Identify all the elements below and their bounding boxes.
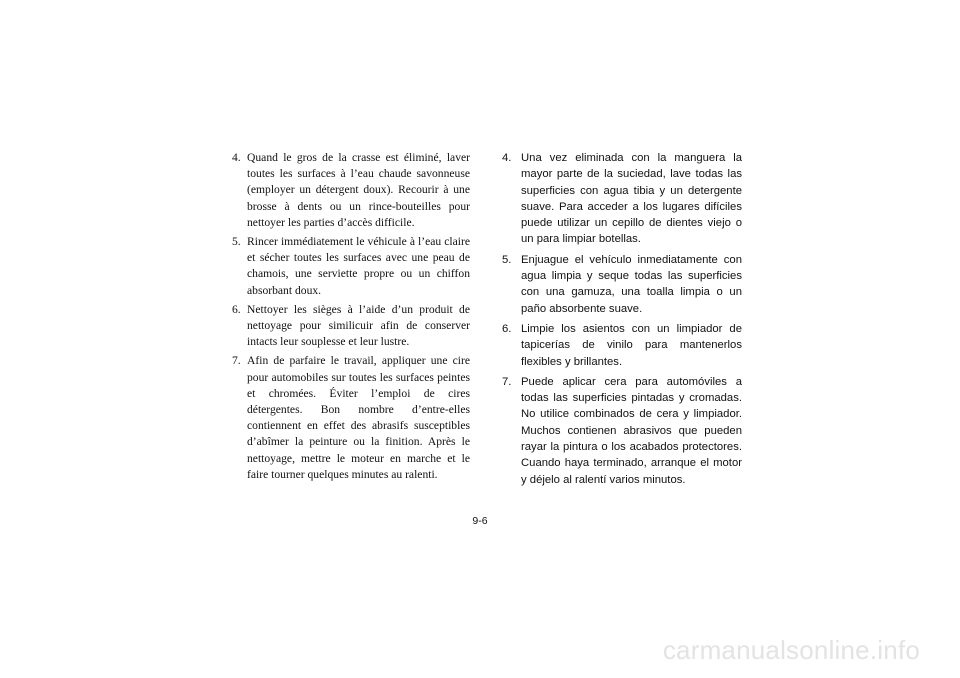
list-item-fr-5 bbox=[232, 234, 470, 299]
item-number: 4. bbox=[232, 151, 241, 164]
item-text: Nettoyer les sièges à l’aide d’un produit de nettoyage pour similicuir afin de conserver intacts leur souplesse et leur lustre. bbox=[247, 302, 470, 349]
item-number: 4. bbox=[502, 152, 512, 164]
list-item-es-6 bbox=[502, 321, 742, 370]
item-text: Afin de parfaire le travail, appliquer une cire pour automobiles sur toutes les surfaces peintes et chromées. Éviter l’emploi de cires détergentes. Bon nombre d’entre-elles contiennent en effet des abrasifs susceptibles d’abîmer la peinture ou la finition. Après le nettoyage, mettre le moteur en marche et le faire tourner quelques minutes au ralenti. bbox=[247, 354, 470, 481]
item-number: 6. bbox=[502, 322, 512, 335]
list-item-fr-6 bbox=[232, 302, 470, 351]
item-text: Quand le gros de la crasse est éliminé, laver toutes les surfaces à l’eau chaude savonneuse (employer un détergent doux). Recourir à une brosse à dents ou un rince-bouteilles pour nettoyer les parties d’accès difficile. bbox=[247, 151, 470, 229]
list-item-es-5 bbox=[502, 252, 742, 317]
list-item-es-4 bbox=[502, 150, 742, 248]
list-item-fr-7 bbox=[232, 353, 470, 483]
item-text: Limpie los asientos con un limpiador de tapicerías de vinilo para mantenerlos flexibles y brillantes. bbox=[521, 322, 742, 368]
list-item-es-7 bbox=[502, 374, 742, 488]
french-column bbox=[232, 150, 470, 486]
item-text: Puede aplicar cera para automóviles a todas las superficies pintadas y cromadas. No utilice combinados de cera y limpiador. Muchos contienen abrasivos que pueden rayar la pintura o los acabados protectores. Cuando haya terminado, arranque el motor y déjelo al ralentí varios minutos. bbox=[521, 375, 742, 486]
item-number: 5. bbox=[232, 235, 241, 249]
item-number: 7. bbox=[232, 354, 241, 368]
watermark: carmanualsonline.info bbox=[662, 635, 920, 665]
item-text: Enjuague el vehículo inmediatamente con agua limpia y seque todas las superficies con una gamuza, una toalla limpia o un paño absorbente suave. bbox=[521, 253, 742, 315]
page-number: 9-6 bbox=[472, 515, 488, 527]
item-number: 7. bbox=[502, 375, 512, 388]
item-number: 5. bbox=[502, 253, 512, 266]
item-text: Una vez eliminada con la manguera la mayor parte de la suciedad, lave todas las superficies con agua tibia y un detergente suave. Para acceder a los lugares difíciles puede utilizar un cepillo de dientes viejo o un para limpiar botellas. bbox=[521, 152, 742, 246]
item-text: Rincer immédiatement le véhicule à l’eau claire et sécher toutes les surfaces avec une peau de chamois, une serviette propre ou un chiffon absorbant doux. bbox=[247, 235, 470, 297]
item-number: 6. bbox=[232, 302, 241, 316]
spanish-column bbox=[502, 150, 742, 492]
list-item-fr-4 bbox=[232, 150, 470, 231]
